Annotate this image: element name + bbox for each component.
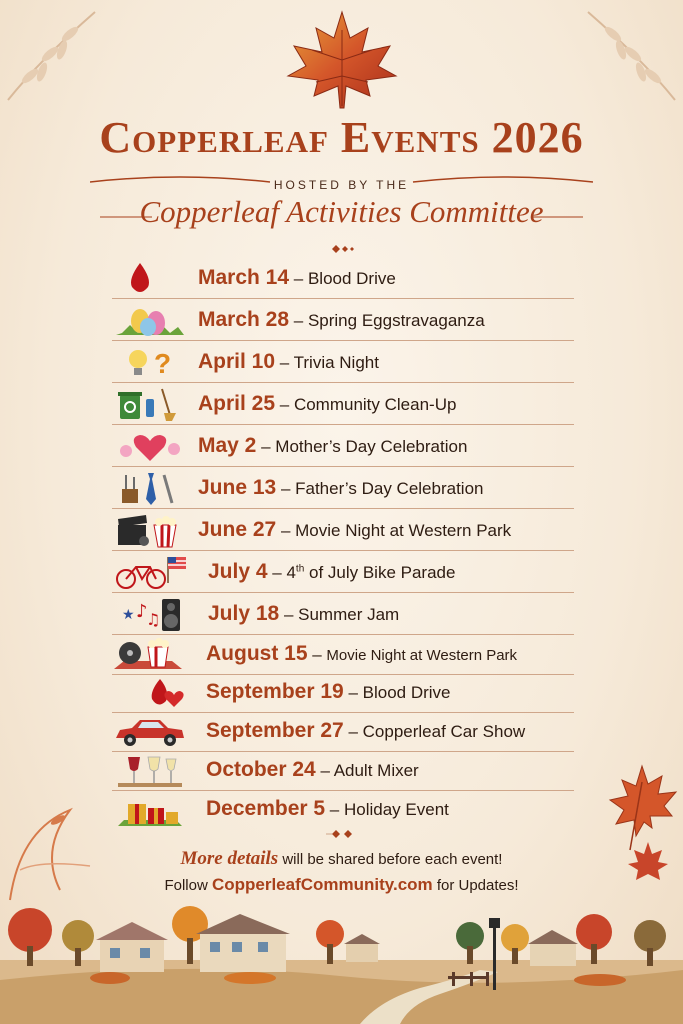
event-date: December 5 – Holiday Event <box>206 797 449 820</box>
event-name: Mother’s Day Celebration <box>275 437 468 456</box>
svg-text:♫: ♫ <box>146 610 161 629</box>
event-row <box>112 789 574 829</box>
event-row <box>112 711 574 752</box>
event-name: Summer Jam <box>298 605 400 624</box>
tools-tie-icon <box>112 469 188 507</box>
event-row <box>112 594 574 635</box>
heart-flowers-icon <box>112 427 188 465</box>
page-title: Copperleaf Events 2026 <box>99 113 584 162</box>
leaf-sprig-decoration <box>0 0 110 110</box>
svg-text:?: ? <box>154 348 172 379</box>
event-name: Spring Eggstravaganza <box>307 311 485 330</box>
event-date: October 24 – Adult Mixer <box>206 758 419 781</box>
gift-boxes-icon <box>112 790 188 828</box>
event-row <box>112 552 574 593</box>
event-name: Adult Mixer <box>333 761 419 780</box>
event-date: April 10 – Trivia Night <box>198 350 379 373</box>
event-row <box>112 634 574 675</box>
event-name: Trivia Night <box>293 353 379 372</box>
svg-text:♪: ♪ <box>136 601 148 622</box>
website-link[interactable]: CopperleafCommunity.com <box>211 875 433 894</box>
event-name: Holiday Event <box>343 800 449 819</box>
event-name: Blood Drive <box>362 683 451 702</box>
event-row <box>112 510 574 551</box>
event-row <box>112 750 574 791</box>
event-row <box>112 468 574 509</box>
event-name: Movie Night at Western Park <box>326 647 518 664</box>
blood-drop-icon <box>112 259 188 297</box>
event-row <box>112 258 574 299</box>
lightbulb-question-icon <box>112 343 188 381</box>
film-reel-popcorn-icon <box>112 635 188 673</box>
event-date: May 2 – Mother’s Day Celebration <box>198 434 468 457</box>
event-name: Community Clean-Up <box>293 395 457 414</box>
event-date: June 13 – Father’s Day Celebration <box>198 476 484 499</box>
maple-leaf-icon <box>282 10 402 110</box>
event-name: Blood Drive <box>307 269 396 288</box>
classic-car-icon <box>112 712 188 750</box>
svg-text:★: ★ <box>122 607 135 623</box>
autumn-leaf-icon <box>626 840 670 884</box>
clapperboard-popcorn-icon <box>112 511 188 549</box>
diamond-divider-icon <box>326 828 358 840</box>
event-name: Movie Night at Western Park <box>295 521 512 540</box>
wine-glasses-icon <box>112 751 188 789</box>
event-row <box>112 300 574 341</box>
easter-eggs-icon <box>112 301 188 339</box>
event-date: March 28 – Spring Eggstravaganza <box>198 308 485 331</box>
recycling-bin-icon <box>112 385 188 423</box>
event-name: Copperleaf Car Show <box>362 722 526 741</box>
more-details-highlight: More details <box>180 848 279 869</box>
event-date: September 19 – Blood Drive <box>206 680 451 703</box>
event-row <box>112 384 574 425</box>
event-row <box>112 672 574 713</box>
follow-note: Follow CopperleafCommunity.com for Updates! <box>164 875 519 894</box>
bike-flag-icon <box>112 553 188 591</box>
swirl-decoration <box>0 790 110 910</box>
event-row <box>112 342 574 383</box>
event-date: July 4 – 4th of July Bike Parade <box>208 560 456 583</box>
neighborhood-landscape-illustration <box>0 900 683 1024</box>
speaker-music-icon <box>112 595 188 633</box>
committee-name: Copperleaf Activities Committee <box>139 194 544 229</box>
event-date: June 27 – Movie Night at Western Park <box>198 518 512 541</box>
details-note: More details will be shared before each event! <box>180 848 503 869</box>
event-date: September 27 – Copperleaf Car Show <box>206 719 526 742</box>
event-date: July 18 – Summer Jam <box>208 602 400 625</box>
blood-drop-heart-icon <box>112 673 188 711</box>
event-row <box>112 426 574 467</box>
diamond-divider-icon <box>326 243 358 255</box>
event-date: August 15 – Movie Night at Western Park <box>206 642 518 665</box>
event-name: Father’s Day Celebration <box>295 479 484 498</box>
event-name: 4th of July Bike Parade <box>286 563 456 582</box>
leaf-sprig-decoration <box>573 0 683 110</box>
hosted-by-label: HOSTED BY THE <box>273 178 410 192</box>
event-date: March 14 – Blood Drive <box>198 266 396 289</box>
event-date: April 25 – Community Clean-Up <box>198 392 457 415</box>
